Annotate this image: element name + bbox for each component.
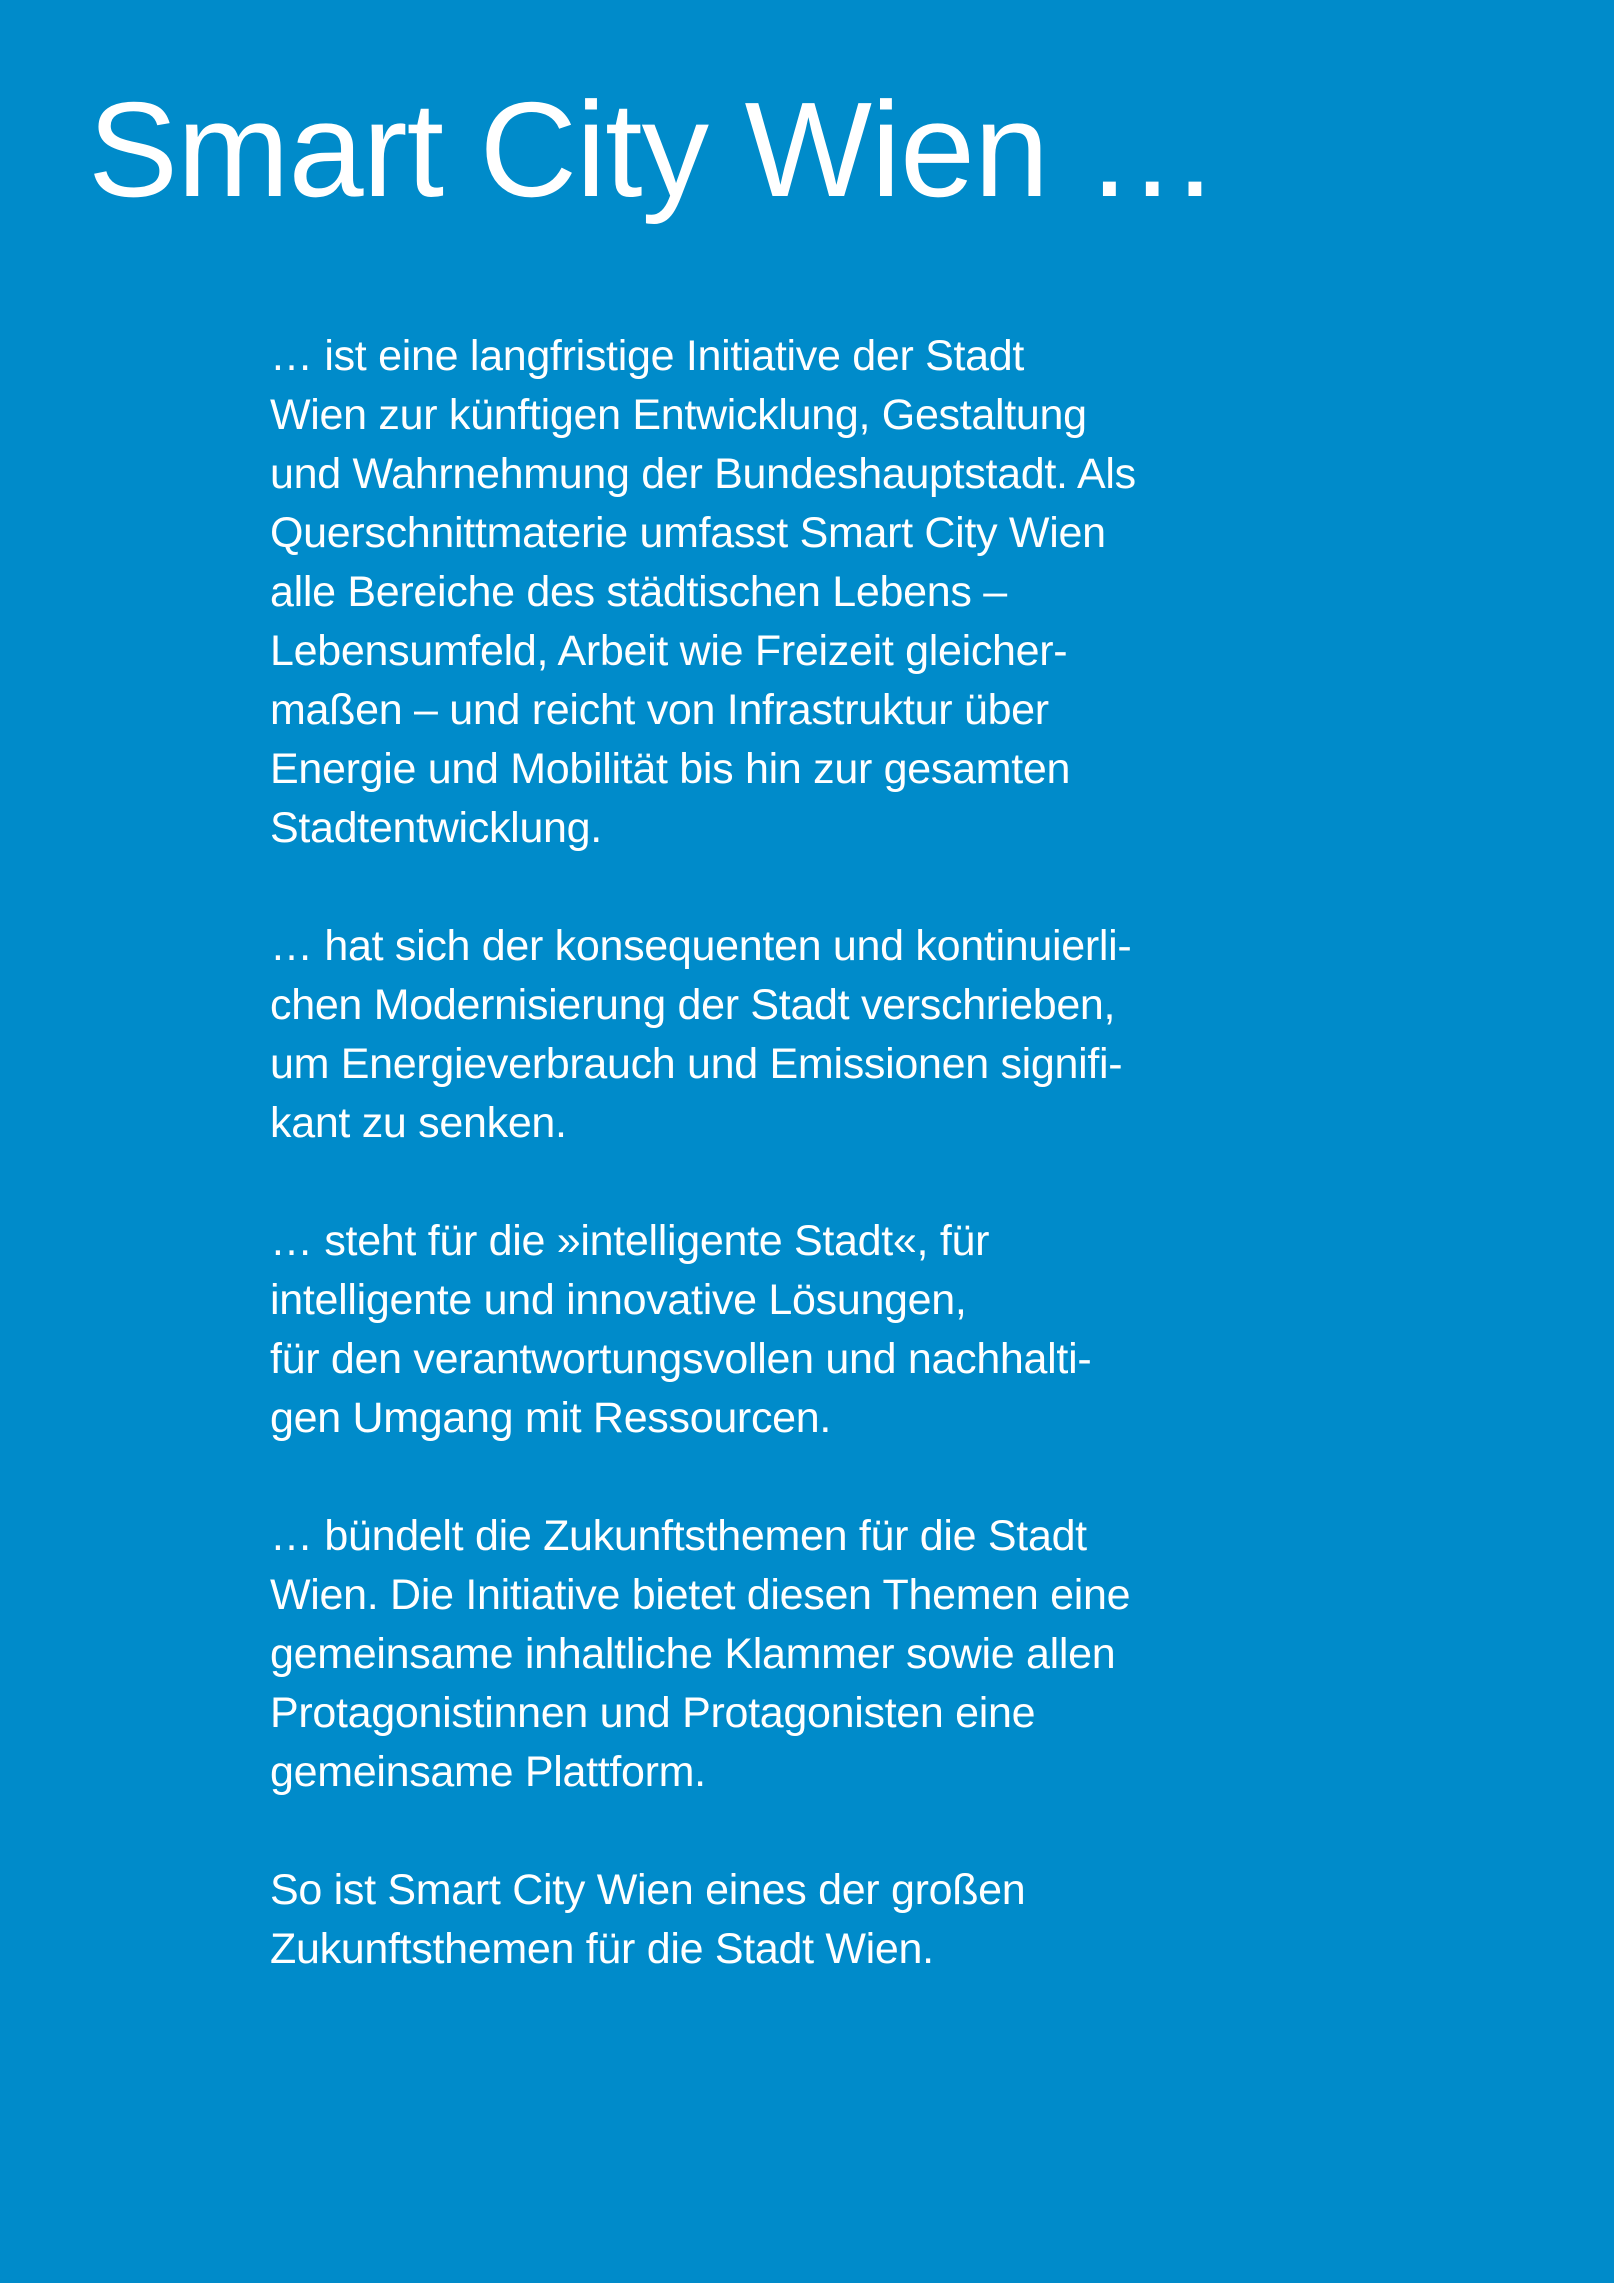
page-title: Smart City Wien … xyxy=(88,74,1219,225)
text-line: Lebensumfeld, Arbeit wie Freizeit gleicher- xyxy=(270,627,1068,675)
paragraph-future-topics xyxy=(270,1507,1290,1802)
text-line: … bündelt die Zukunftsthemen für die Stadt xyxy=(270,1512,1087,1560)
text-line: um Energieverbrauch und Emissionen signifi- xyxy=(270,1040,1123,1088)
text-line: für den verantwortungsvollen und nachhalti- xyxy=(270,1335,1092,1383)
text-line: alle Bereiche des städtischen Lebens – xyxy=(270,568,1007,616)
text-line: Stadtentwicklung. xyxy=(270,804,602,852)
text-line: Wien zur künftigen Entwicklung, Gestaltung xyxy=(270,391,1087,439)
paragraph-conclusion xyxy=(270,1861,1290,1979)
text-line: … steht für die »intelligente Stadt«, für xyxy=(270,1217,990,1265)
text-line: kant zu senken. xyxy=(270,1099,567,1147)
text-line: intelligente und innovative Lösungen, xyxy=(270,1276,967,1324)
text-line: Energie und Mobilität bis hin zur gesamten xyxy=(270,745,1071,793)
text-line: und Wahrnehmung der Bundeshauptstadt. Als xyxy=(270,450,1136,498)
text-line: … ist eine langfristige Initiative der Stadt xyxy=(270,332,1025,380)
text-line: chen Modernisierung der Stadt verschrieben, xyxy=(270,981,1116,1029)
paragraph-initiative xyxy=(270,327,1290,858)
text-line: Protagonistinnen und Protagonisten eine xyxy=(270,1689,1036,1737)
text-line: Wien. Die Initiative bietet diesen Themen eine xyxy=(270,1571,1131,1619)
text-line: Querschnittmaterie umfasst Smart City Wien xyxy=(270,509,1106,557)
paragraph-intelligent-city xyxy=(270,1212,1290,1448)
text-line: gemeinsame Plattform. xyxy=(270,1748,706,1796)
body-text xyxy=(270,327,1290,2038)
text-line: gen Umgang mit Ressourcen. xyxy=(270,1394,832,1442)
text-line: maßen – und reicht von Infrastruktur über xyxy=(270,686,1049,734)
text-line: gemeinsame inhaltliche Klammer sowie allen xyxy=(270,1630,1116,1678)
text-line: Zukunftsthemen für die Stadt Wien. xyxy=(270,1925,934,1973)
text-line: … hat sich der konsequenten und kontinuierli- xyxy=(270,922,1132,970)
paragraph-modernisation xyxy=(270,917,1290,1153)
text-line: So ist Smart City Wien eines der großen xyxy=(270,1866,1026,1914)
